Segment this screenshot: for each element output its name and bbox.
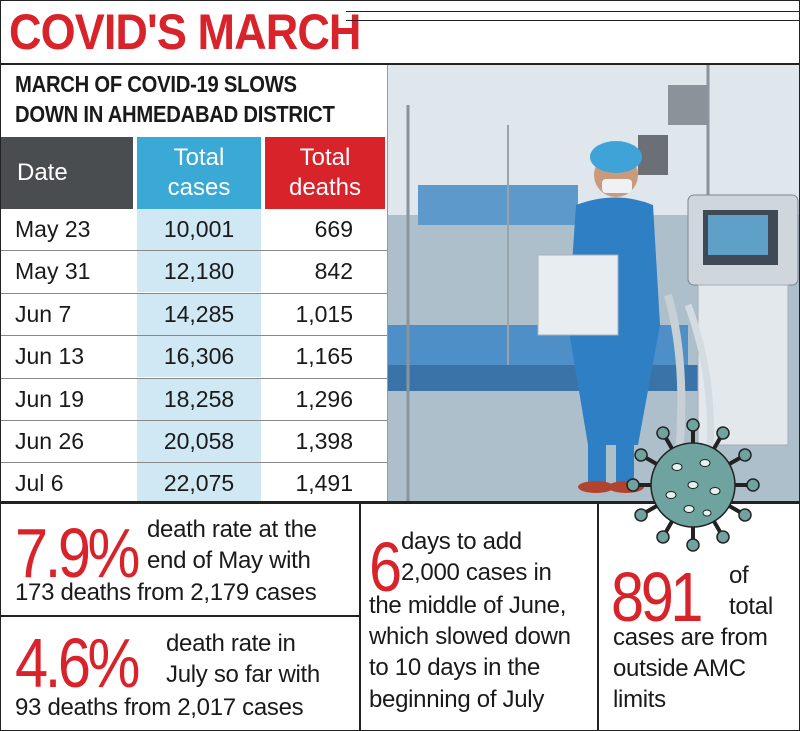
cell-deaths: 1,296 [295, 385, 353, 412]
cell-cases: 18,258 [137, 379, 261, 420]
subtitle-line-2: DOWN IN AHMEDABAD DISTRICT [15, 101, 335, 127]
stat-4-line-2: total [729, 593, 773, 620]
stat-4-line-4: outside AMC [613, 655, 746, 682]
table-row [1, 336, 389, 378]
table-row [1, 209, 389, 251]
covid-table [1, 137, 389, 505]
stat-1-line-1: death rate at the [147, 516, 317, 543]
coronavirus-icon [625, 417, 761, 553]
cell-cases: 14,285 [137, 294, 261, 335]
stat-death-rate-july: 4.6% [15, 624, 138, 702]
cell-cases: 20,058 [137, 421, 261, 462]
banner [1, 1, 800, 65]
header-total-deaths [265, 137, 385, 209]
table-row [1, 421, 389, 463]
stat-2-line-1: death rate in [166, 630, 296, 657]
cell-date: Jul 6 [15, 470, 64, 497]
stat-3-line-4: which slowed down [369, 623, 571, 650]
cell-cases: 16,306 [137, 336, 261, 377]
banner-rule [346, 11, 800, 21]
cell-deaths: 842 [314, 258, 353, 285]
header-cases-line-1: Total [173, 144, 225, 171]
cell-date: Jun 7 [15, 300, 72, 327]
subtitle-line-1: MARCH OF COVID-19 SLOWS [15, 71, 297, 97]
cell-deaths: 1,165 [295, 343, 353, 370]
table-row [1, 251, 389, 293]
cell-deaths: 1,491 [295, 470, 353, 497]
stat-4-line-1: of [729, 562, 749, 589]
cell-date: Jun 26 [15, 427, 85, 454]
cell-date: Jun 19 [15, 385, 85, 412]
table-row [1, 294, 389, 336]
table-row [1, 463, 389, 504]
cell-date: May 23 [15, 216, 91, 242]
header-total-cases [137, 137, 261, 209]
header-cases-line-2: cases [167, 174, 231, 201]
stat-3-line-6: beginning of July [369, 686, 545, 713]
cell-deaths: 1,398 [295, 427, 353, 454]
stat-3-line-3: the middle of June, [369, 592, 567, 619]
cell-date: Jun 13 [15, 343, 85, 370]
cell-cases: 12,180 [137, 251, 261, 292]
stat-outside-amc: 891 [611, 558, 701, 636]
stat-death-rate-may: 7.9% [15, 514, 138, 592]
header-deaths-line-1: Total [299, 144, 351, 171]
table-row [1, 379, 389, 421]
cell-deaths: 669 [314, 216, 353, 242]
table-header [1, 137, 389, 209]
table-body [1, 209, 389, 505]
stat-3-line-2: 2,000 cases in [401, 559, 552, 586]
stat-2-line-2: July so far with [166, 661, 320, 688]
stat-4-line-5: limits [613, 686, 666, 713]
stat-1-line-3: 173 deaths from 2,179 cases [15, 579, 317, 606]
banner-title: COVID'S MARCH [9, 4, 361, 60]
cell-cases: 10,001 [137, 209, 261, 250]
stat-2-line-3: 93 deaths from 2,017 cases [15, 694, 304, 721]
stat-3-line-1: days to add [401, 528, 522, 555]
cell-date: May 31 [15, 258, 91, 285]
header-date [1, 137, 133, 209]
header-deaths-line-2: deaths [288, 174, 362, 201]
stats-divider-1 [359, 504, 361, 731]
stat-days-to-add: 6 [369, 528, 399, 606]
cell-cases: 22,075 [137, 463, 261, 504]
stat-3-line-5: to 10 days in the [369, 654, 541, 681]
header-date-label: Date [17, 159, 68, 186]
stats-divider-3 [1, 615, 359, 617]
stat-4-line-3: cases are from [613, 624, 768, 651]
stats-divider-2 [597, 504, 599, 731]
cell-deaths: 1,015 [295, 300, 353, 327]
stat-1-line-2: end of May with [147, 547, 311, 574]
subtitle [1, 65, 389, 135]
